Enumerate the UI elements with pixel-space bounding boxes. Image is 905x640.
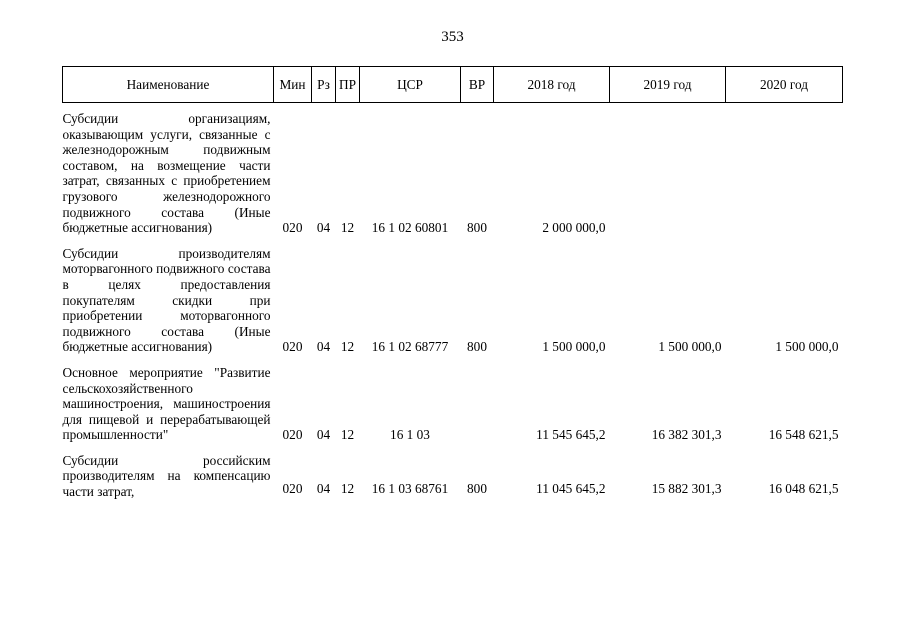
- row-csr: 16 1 03: [390, 427, 430, 443]
- row-min: 020: [282, 339, 303, 355]
- header-rz: Рз: [312, 67, 336, 103]
- header-csr: ЦСР: [360, 67, 461, 103]
- row-vr: 800: [467, 220, 487, 236]
- table-row: [63, 236, 843, 355]
- header-2018: 2018 год: [494, 67, 610, 103]
- row-csr: 16 1 03 68761: [371, 480, 449, 496]
- row-2019: 15 882 301,3: [651, 480, 722, 496]
- row-2018: 1 500 000,0: [542, 339, 606, 355]
- row-2020: 1 500 000,0: [775, 339, 839, 355]
- row-min: 020: [282, 427, 303, 443]
- row-pr: 12: [340, 480, 355, 496]
- table-row: [63, 443, 843, 500]
- row-2019: 1 500 000,0: [658, 339, 722, 355]
- page-number: 353: [441, 29, 464, 45]
- row-pr: 12: [340, 220, 355, 236]
- row-name: Субсидии организациям, оказывающим услуги, связанные с железнодорожным подвижным составом, на возмещение части затрат, связанных с приобретением грузового железнодорожного подвижного состава (Иные бюджетные ассигнования): [62, 111, 271, 236]
- row-2019: [610, 103, 726, 236]
- row-name: Субсидии производителям моторвагонного подвижного состава в целях предоставления покупателям скидки при приобретении моторвагонного подвижного состава (Иные бюджетные ассигнования): [62, 245, 271, 355]
- row-2018: 11 045 645,2: [536, 480, 606, 496]
- header-2020: 2020 год: [726, 67, 843, 103]
- row-csr: 16 1 02 68777: [371, 339, 449, 355]
- header-2019: 2019 год: [610, 67, 726, 103]
- row-rz: 04: [316, 480, 331, 496]
- row-rz: 04: [316, 427, 331, 443]
- row-2018: 11 545 645,2: [536, 427, 606, 443]
- row-rz: 04: [316, 220, 331, 236]
- table-header-row: [63, 67, 843, 103]
- header-vr: ВР: [461, 67, 494, 103]
- row-name: Основное мероприятие "Развитие сельскохозяйственного машиностроения, машиностроения для пищевой и перерабатывающей промышленности": [62, 364, 271, 443]
- row-csr: 16 1 02 60801: [371, 220, 449, 236]
- table-row: [63, 355, 843, 443]
- row-vr: 800: [467, 339, 487, 355]
- row-2020: 16 548 621,5: [768, 427, 839, 443]
- header-name: Наименование: [63, 67, 274, 103]
- budget-table: [62, 66, 843, 500]
- row-min: 020: [282, 220, 303, 236]
- row-2018: 2 000 000,0: [542, 220, 606, 236]
- row-vr: 800: [467, 480, 487, 496]
- header-min: Мин: [274, 67, 312, 103]
- row-pr: 12: [340, 427, 355, 443]
- row-name: Субсидии российским производителям на компенсацию части затрат,: [62, 452, 271, 500]
- row-vr: [461, 355, 494, 443]
- header-pr: ПР: [336, 67, 360, 103]
- row-pr: 12: [340, 339, 355, 355]
- row-min: 020: [282, 480, 303, 496]
- table-row: [63, 103, 843, 236]
- row-rz: 04: [316, 339, 331, 355]
- row-2019: 16 382 301,3: [651, 427, 722, 443]
- row-2020: [726, 103, 843, 236]
- row-2020: 16 048 621,5: [768, 480, 839, 496]
